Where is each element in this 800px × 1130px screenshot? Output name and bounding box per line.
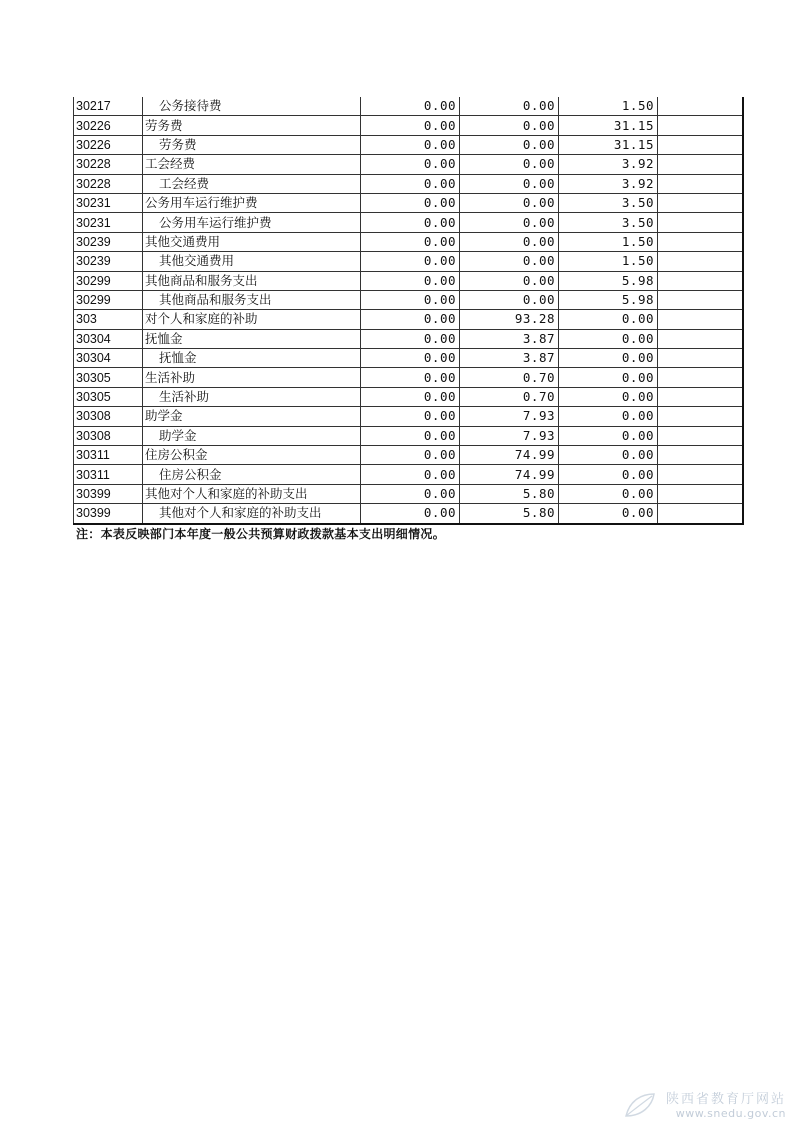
row-value-2: 7.93 [460,426,559,445]
row-value-1: 0.00 [361,213,460,232]
row-value-3: 31.15 [559,116,658,135]
row-item-name: 公务用车运行维护费 [143,193,361,212]
row-value-3: 1.50 [559,252,658,271]
table-row [74,484,744,503]
row-value-2: 0.00 [460,155,559,174]
row-item-name: 住房公积金 [143,465,361,484]
row-item-name: 抚恤金 [143,329,361,348]
row-code: 30217 [74,97,143,116]
row-item-name: 生活补助 [143,368,361,387]
row-code: 30226 [74,116,143,135]
row-value-1: 0.00 [361,446,460,465]
row-item-name: 劳务费 [143,135,361,154]
row-empty-cell [658,155,744,174]
row-value-3: 1.50 [559,232,658,251]
row-item-name: 其他交通费用 [143,252,361,271]
row-value-2: 0.00 [460,232,559,251]
row-value-1: 0.00 [361,407,460,426]
row-empty-cell [658,271,744,290]
row-value-3: 31.15 [559,135,658,154]
row-item-name: 工会经费 [143,155,361,174]
row-item-name: 公务用车运行维护费 [143,213,361,232]
row-empty-cell [658,368,744,387]
row-code: 30299 [74,290,143,309]
row-value-3: 1.50 [559,97,658,116]
row-empty-cell [658,465,744,484]
row-value-3: 5.98 [559,271,658,290]
row-code: 30399 [74,484,143,503]
table-row [74,349,744,368]
row-value-3: 0.00 [559,426,658,445]
row-empty-cell [658,193,744,212]
row-code: 303 [74,310,143,329]
row-empty-cell [658,135,744,154]
row-empty-cell [658,310,744,329]
row-empty-cell [658,213,744,232]
row-value-3: 5.98 [559,290,658,309]
row-empty-cell [658,349,744,368]
row-value-2: 93.28 [460,310,559,329]
row-item-name: 其他商品和服务支出 [143,290,361,309]
row-value-2: 0.00 [460,97,559,116]
row-code: 30308 [74,407,143,426]
row-value-3: 0.00 [559,484,658,503]
row-empty-cell [658,290,744,309]
row-value-2: 0.00 [460,174,559,193]
row-code: 30399 [74,504,143,524]
table-row [74,387,744,406]
row-empty-cell [658,232,744,251]
row-empty-cell [658,407,744,426]
row-code: 30226 [74,135,143,154]
row-value-3: 3.50 [559,193,658,212]
row-value-2: 0.70 [460,368,559,387]
row-value-1: 0.00 [361,97,460,116]
row-code: 30228 [74,155,143,174]
row-empty-cell [658,97,744,116]
row-value-3: 0.00 [559,310,658,329]
row-value-1: 0.00 [361,155,460,174]
row-item-name: 工会经费 [143,174,361,193]
row-value-2: 3.87 [460,349,559,368]
table-row [74,368,744,387]
table-row [74,155,744,174]
row-item-name: 助学金 [143,426,361,445]
row-code: 30231 [74,193,143,212]
row-value-1: 0.00 [361,232,460,251]
row-item-name: 其他商品和服务支出 [143,271,361,290]
row-value-2: 74.99 [460,465,559,484]
row-code: 30231 [74,213,143,232]
row-value-1: 0.00 [361,310,460,329]
row-code: 30239 [74,232,143,251]
row-value-1: 0.00 [361,504,460,524]
row-empty-cell [658,504,744,524]
row-value-2: 0.00 [460,213,559,232]
row-empty-cell [658,387,744,406]
row-value-1: 0.00 [361,465,460,484]
row-value-3: 0.00 [559,368,658,387]
row-value-2: 0.00 [460,271,559,290]
row-value-2: 0.00 [460,116,559,135]
row-value-1: 0.00 [361,193,460,212]
row-item-name: 对个人和家庭的补助 [143,310,361,329]
row-value-1: 0.00 [361,349,460,368]
row-item-name: 劳务费 [143,116,361,135]
row-value-3: 0.00 [559,349,658,368]
row-item-name: 助学金 [143,407,361,426]
table-row [74,252,744,271]
table-row [74,446,744,465]
row-code: 30311 [74,465,143,484]
row-item-name: 抚恤金 [143,349,361,368]
table-row [74,116,744,135]
watermark-site-name: 陕西省教育厅网站 [665,1092,786,1107]
row-item-name: 住房公积金 [143,446,361,465]
row-value-3: 0.00 [559,387,658,406]
table-footnote: 注：本表反映部门本年度一般公共预算财政拨款基本支出明细情况。 [76,527,446,541]
leaf-logo-icon [622,1090,658,1120]
row-code: 30299 [74,271,143,290]
row-value-3: 0.00 [559,504,658,524]
row-value-2: 5.80 [460,504,559,524]
row-value-1: 0.00 [361,174,460,193]
row-value-3: 0.00 [559,329,658,348]
row-empty-cell [658,116,744,135]
table-row [74,271,744,290]
row-code: 30239 [74,252,143,271]
row-code: 30305 [74,387,143,406]
row-value-3: 3.92 [559,155,658,174]
row-value-3: 3.92 [559,174,658,193]
row-value-2: 74.99 [460,446,559,465]
budget-table-body [74,97,744,524]
row-code: 30305 [74,368,143,387]
table-row [74,193,744,212]
table-row [74,310,744,329]
row-value-1: 0.00 [361,252,460,271]
row-value-2: 0.00 [460,290,559,309]
row-value-2: 0.00 [460,193,559,212]
row-item-name: 其他对个人和家庭的补助支出 [143,484,361,503]
row-item-name: 生活补助 [143,387,361,406]
row-empty-cell [658,252,744,271]
table-row [74,232,744,251]
row-value-1: 0.00 [361,271,460,290]
row-item-name: 其他对个人和家庭的补助支出 [143,504,361,524]
row-value-1: 0.00 [361,290,460,309]
row-code: 30308 [74,426,143,445]
table-row [74,426,744,445]
row-item-name: 其他交通费用 [143,232,361,251]
row-empty-cell [658,446,744,465]
row-value-1: 0.00 [361,135,460,154]
row-value-2: 3.87 [460,329,559,348]
row-empty-cell [658,174,744,193]
row-code: 30228 [74,174,143,193]
budget-table-container [73,97,712,525]
table-row [74,465,744,484]
row-code: 30311 [74,446,143,465]
budget-table [73,97,744,525]
row-empty-cell [658,329,744,348]
row-value-2: 0.00 [460,135,559,154]
row-value-2: 7.93 [460,407,559,426]
row-empty-cell [658,484,744,503]
row-value-1: 0.00 [361,116,460,135]
row-value-1: 0.00 [361,426,460,445]
table-row [74,135,744,154]
row-value-3: 0.00 [559,446,658,465]
table-row [74,174,744,193]
row-value-1: 0.00 [361,329,460,348]
row-value-1: 0.00 [361,484,460,503]
row-code: 30304 [74,329,143,348]
row-value-3: 0.00 [559,407,658,426]
row-value-1: 0.00 [361,368,460,387]
row-code: 30304 [74,349,143,368]
table-row [74,290,744,309]
table-row [74,97,744,116]
row-value-2: 0.00 [460,252,559,271]
row-value-1: 0.00 [361,387,460,406]
row-item-name: 公务接待费 [143,97,361,116]
table-row [74,213,744,232]
row-empty-cell [658,426,744,445]
row-value-3: 3.50 [559,213,658,232]
watermark-url: www.snedu.gov.cn [675,1107,786,1120]
row-value-2: 5.80 [460,484,559,503]
table-row [74,329,744,348]
row-value-2: 0.70 [460,387,559,406]
row-value-3: 0.00 [559,465,658,484]
table-row [74,504,744,524]
table-row [74,407,744,426]
site-watermark [666,1088,786,1120]
